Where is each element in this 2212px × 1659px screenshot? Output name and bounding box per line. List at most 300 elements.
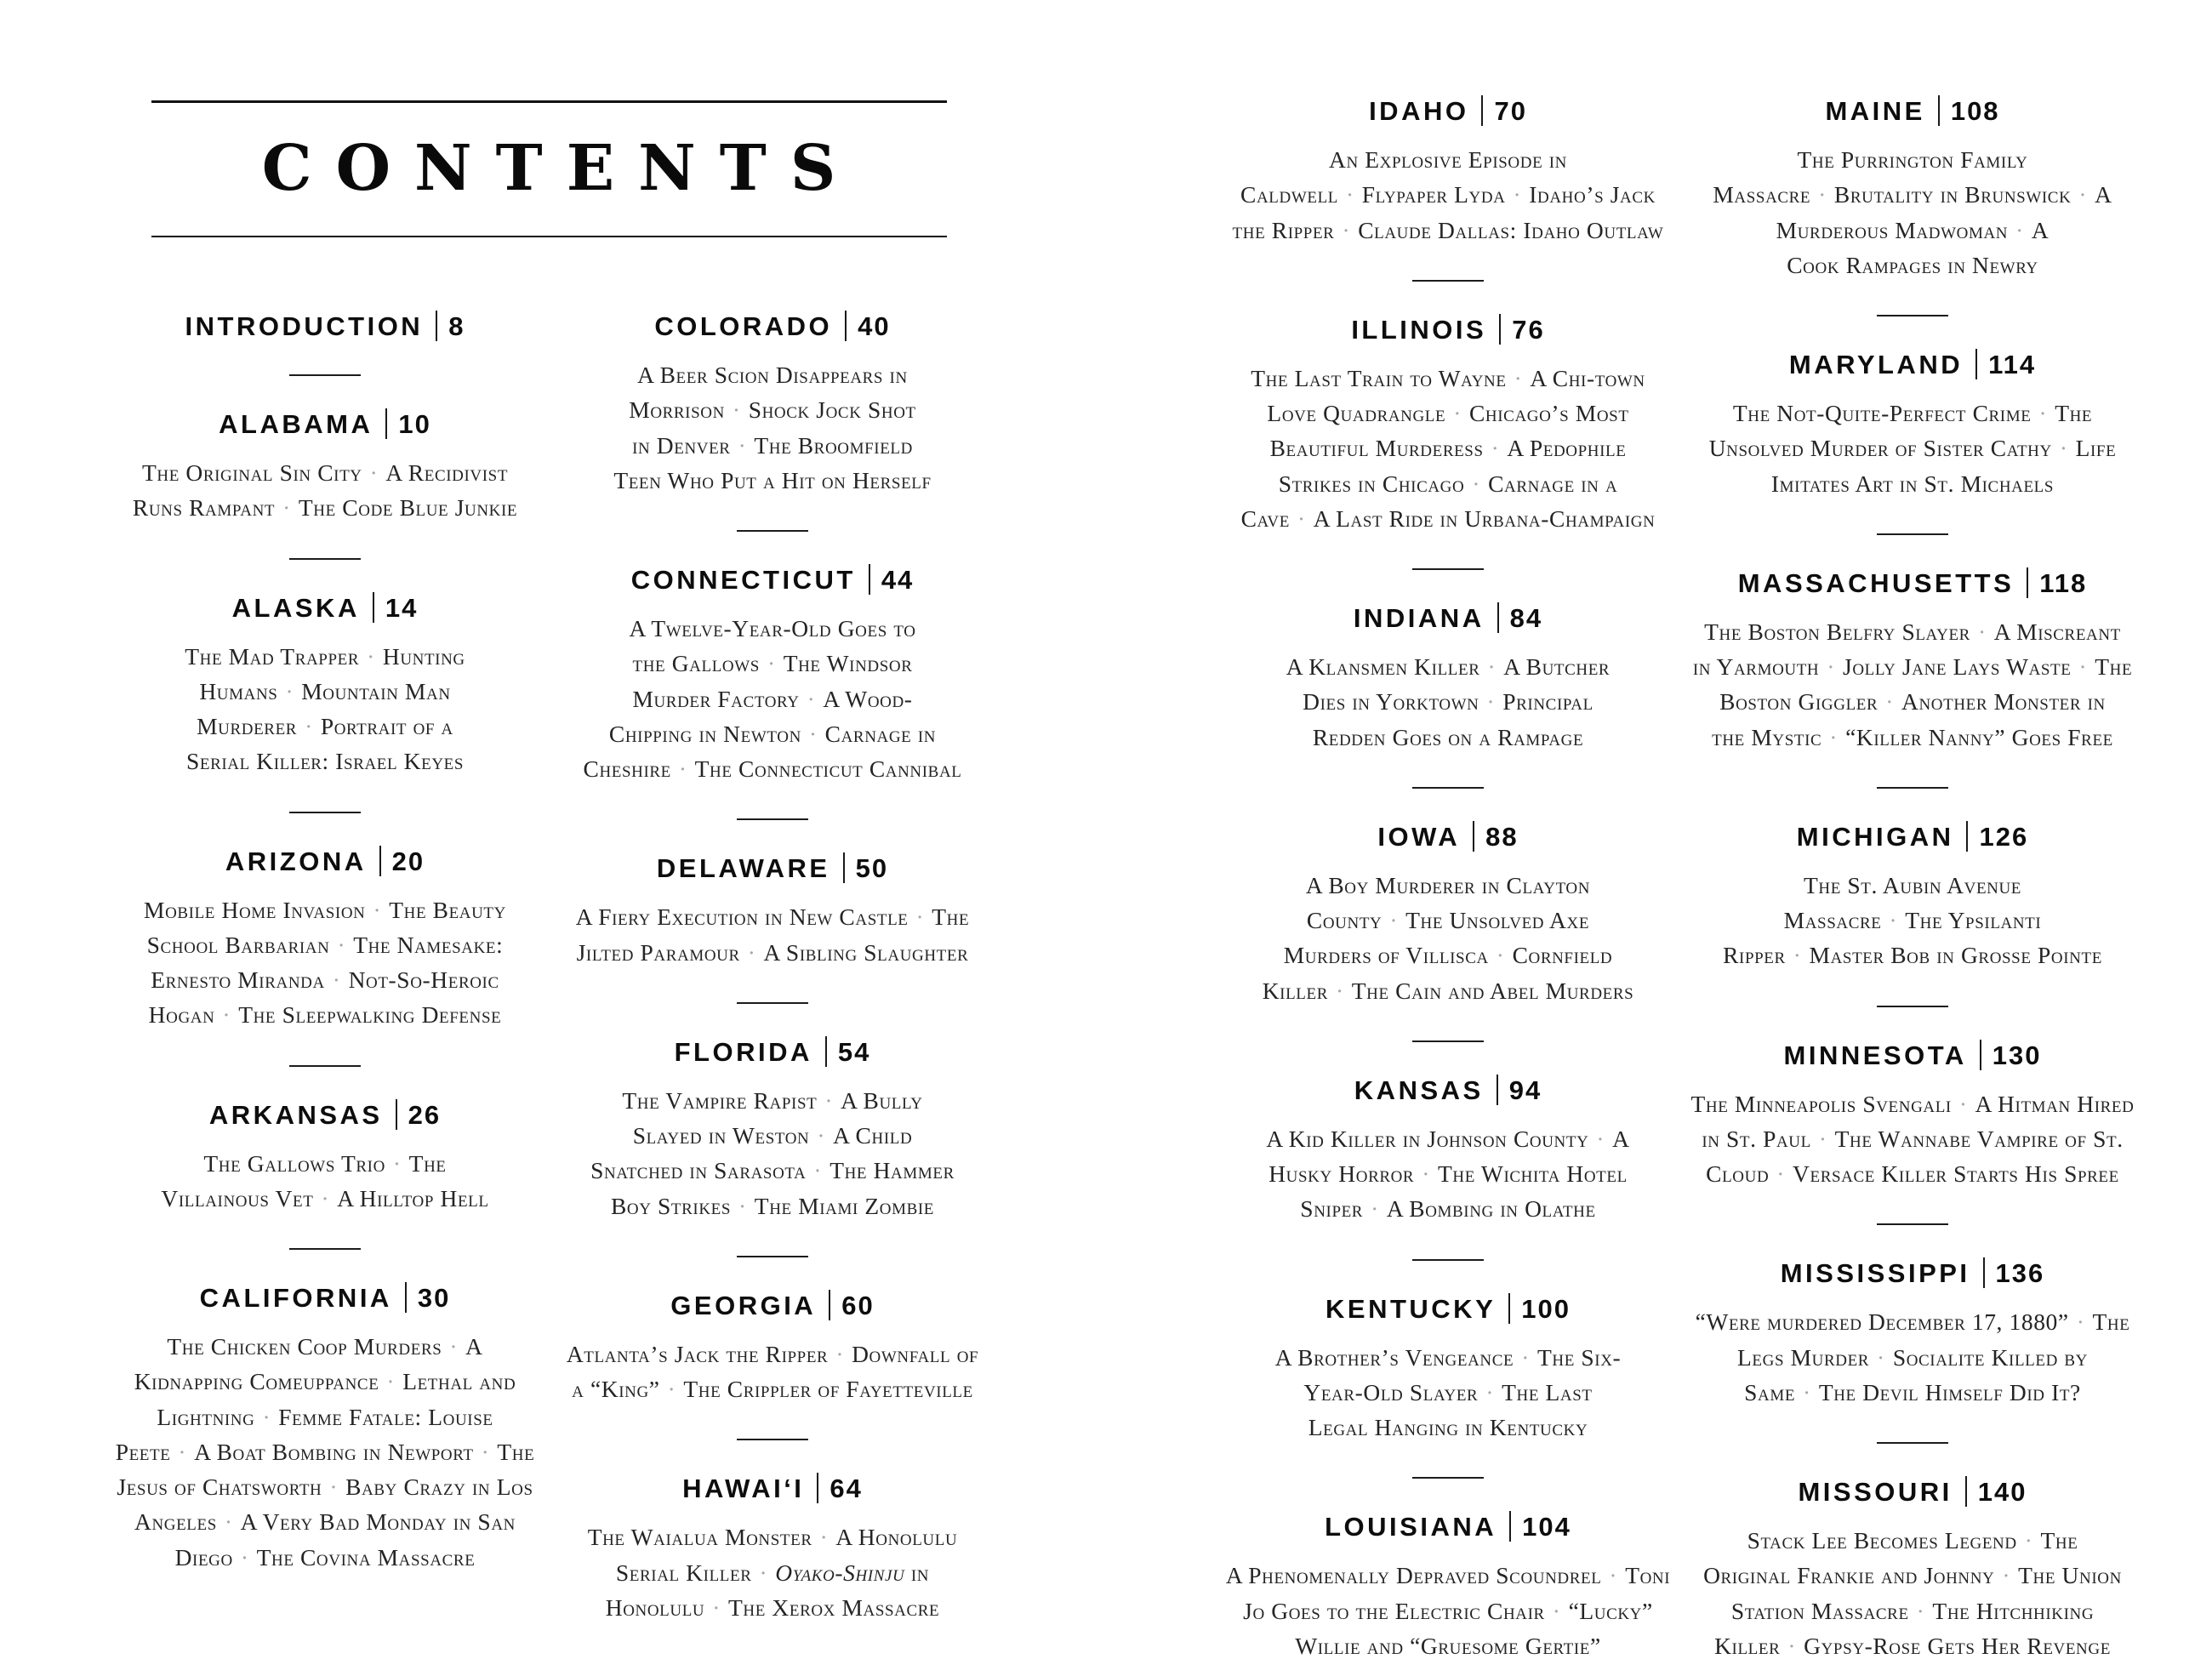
story-title: A Hilltop Hell: [337, 1184, 489, 1211]
item-separator: ·: [1487, 653, 1497, 680]
story-title: A Murderous Madwoman: [1776, 181, 2112, 243]
story-list: [1690, 396, 2135, 501]
state-name: ALASKA: [231, 592, 360, 623]
story-title: The Windsor Murder Factory: [632, 650, 913, 712]
section-heading: [1225, 95, 1671, 127]
heading-pipe: [373, 592, 374, 623]
state-name: ALABAMA: [219, 409, 373, 439]
section-divider: [1412, 280, 1484, 282]
story-title: The Connecticut Cannibal: [694, 755, 962, 782]
section-divider: [289, 1248, 361, 1250]
section-heading: [1690, 349, 2135, 380]
state-name: INDIANA: [1353, 603, 1485, 633]
story-title: Carnage in Cheshire: [583, 720, 937, 782]
story-title: A Honolulu Serial Killer: [615, 1524, 958, 1586]
story-title: Carnage in a Cave: [1240, 470, 1618, 532]
story-title: Idaho’s Jack the Ripper: [1232, 181, 1656, 243]
state-name: MAINE: [1825, 96, 1925, 126]
item-separator: ·: [262, 1403, 271, 1430]
section-heading: [111, 1282, 539, 1314]
story-title: The Purrington Family Massacre: [1713, 146, 2028, 208]
section-heading: [1690, 1257, 2135, 1289]
page-number: 76: [1512, 314, 1545, 345]
story-title: The Minneapolis Svengali: [1690, 1090, 1952, 1117]
item-separator: ·: [1803, 1378, 1811, 1405]
item-separator: ·: [1297, 505, 1306, 532]
state-name: MASSACHUSETTS: [1737, 567, 2015, 598]
story-title: “Lucky” Willie and “Gruesome Gertie”: [1295, 1597, 1653, 1659]
toc-entry: [558, 852, 987, 970]
toc-entry: [1690, 349, 2135, 501]
state-name: ARKANSAS: [208, 1099, 383, 1130]
item-separator: ·: [1485, 1378, 1495, 1405]
section-divider: [1412, 787, 1484, 789]
story-title: A Wood-Chipping in Newton: [608, 685, 913, 747]
item-separator: ·: [1422, 1160, 1430, 1187]
heading-pipe: [1499, 314, 1501, 345]
item-separator: ·: [808, 720, 818, 747]
title-rule-bottom: [151, 236, 947, 237]
page-number: 94: [1508, 1075, 1542, 1105]
heading-pipe: [1473, 821, 1474, 852]
item-separator: ·: [178, 1438, 187, 1465]
item-separator: ·: [1371, 1195, 1379, 1223]
item-separator: ·: [449, 1333, 459, 1360]
page-title: CONTENTS: [261, 132, 860, 205]
story-title: The Gallows Trio: [203, 1149, 385, 1177]
section-heading: [1690, 821, 2135, 852]
toc-entry: [558, 1290, 987, 1407]
page-number: 88: [1485, 821, 1519, 852]
item-separator: ·: [1793, 942, 1802, 969]
section-heading: [1225, 1511, 1671, 1542]
item-separator: ·: [2078, 181, 2088, 208]
item-separator: ·: [1486, 688, 1496, 715]
heading-pipe: [1508, 1293, 1510, 1324]
page-number: 10: [398, 409, 431, 439]
heading-pipe: [436, 311, 437, 341]
section-divider: [1877, 533, 1948, 535]
story-title: The Jilted Paramour: [576, 904, 970, 966]
page-number: 14: [385, 592, 419, 623]
heading-pipe: [385, 408, 387, 439]
story-list: [1690, 1523, 2135, 1659]
heading-pipe: [1966, 821, 1968, 852]
item-separator: ·: [367, 642, 375, 670]
story-list: [558, 1083, 987, 1223]
item-separator: ·: [2038, 400, 2048, 426]
item-separator: ·: [1596, 1125, 1605, 1152]
toc-entry: [1690, 1257, 2135, 1410]
item-separator: ·: [732, 396, 741, 424]
story-title: A Twelve-Year-Old Goes to the Gallows: [629, 615, 916, 677]
story-title: The Jesus of Chatsworth: [117, 1438, 535, 1500]
item-separator: ·: [1827, 653, 1836, 680]
story-title: Downfall of a “King”: [572, 1340, 979, 1402]
story-title: A Husky Horror: [1268, 1125, 1630, 1187]
story-list: [1690, 614, 2135, 755]
page-number: 70: [1494, 96, 1527, 126]
heading-pipe: [1983, 1257, 1985, 1288]
story-title: The Miami Zombie: [754, 1192, 935, 1219]
story-title: The Boston Belfry Slayer: [1704, 618, 1970, 645]
story-list: [111, 892, 539, 1033]
state-name: LOUISIANA: [1325, 1512, 1497, 1542]
page-number: 100: [1521, 1293, 1571, 1324]
page-number: 104: [1522, 1512, 1571, 1542]
item-separator: ·: [2015, 216, 2024, 243]
section-divider: [1412, 1477, 1484, 1479]
item-separator: ·: [1521, 1343, 1530, 1371]
state-name: IDAHO: [1369, 96, 1469, 126]
state-name: GEORGIA: [670, 1290, 817, 1320]
story-title: The Original Frankie and Johnny: [1703, 1527, 2078, 1589]
story-title: A Brother’s Vengeance: [1274, 1343, 1514, 1371]
story-title: A Kidnapping Comeuppance: [134, 1333, 483, 1395]
heading-pipe: [1975, 349, 1977, 379]
story-title: A Last Ride in Urbana-Champaign: [1313, 505, 1656, 532]
state-name: FLORIDA: [674, 1036, 812, 1067]
state-name: CONNECTICUT: [630, 565, 856, 595]
item-separator: ·: [2078, 653, 2088, 680]
story-title: Chicago’s Most Beautiful Murderess: [1269, 400, 1629, 462]
story-title: The Devil Himself Did It?: [1818, 1378, 2081, 1405]
item-separator: ·: [1776, 1160, 1786, 1187]
item-separator: ·: [1514, 364, 1523, 391]
page-number: 64: [830, 1474, 863, 1504]
story-title: The Last Legal Hanging in Kentucky: [1308, 1378, 1593, 1440]
section-heading: [1225, 1293, 1671, 1325]
story-title: The Code Blue Junkie: [298, 494, 518, 522]
section-divider: [1877, 1442, 1948, 1444]
story-title: Life Imitates Art in St. Michaels: [1770, 435, 2117, 497]
story-title: The Original Sin City: [141, 459, 362, 486]
toc-entry: [1225, 1293, 1671, 1445]
item-separator: ·: [481, 1438, 490, 1465]
item-separator: ·: [678, 755, 687, 782]
story-title: Atlanta’s Jack the Ripper: [566, 1340, 829, 1367]
story-list: [558, 611, 987, 786]
heading-pipe: [1980, 1040, 1981, 1070]
item-separator: ·: [329, 1474, 339, 1500]
item-separator: ·: [2024, 1527, 2033, 1554]
item-separator: ·: [369, 459, 379, 486]
section-divider: [1877, 1223, 1948, 1225]
item-separator: ·: [386, 1368, 396, 1395]
page-number: 30: [417, 1283, 451, 1313]
story-title: Master Bob in Grosse Pointe: [1809, 942, 2102, 969]
section-divider: [1412, 1040, 1484, 1042]
section-heading: [1225, 314, 1671, 345]
heading-pipe: [1938, 95, 1940, 126]
section-divider: [1877, 315, 1948, 316]
item-separator: ·: [1889, 907, 1898, 933]
toc-entry: [1225, 821, 1671, 1008]
page-number: 50: [855, 853, 889, 884]
column-4: [1690, 95, 2135, 1659]
story-title: The Unsolved Axe Murders of Villisca: [1283, 907, 1590, 969]
state-name: CALIFORNIA: [199, 1283, 392, 1313]
section-heading: [1225, 602, 1671, 634]
story-title: The Boston Giggler: [1719, 653, 2133, 715]
item-separator: ·: [1389, 907, 1399, 933]
toc-entry: [1690, 567, 2135, 755]
story-title: Mobile Home Invasion: [144, 896, 366, 923]
story-title: Portrait of a Serial Killer: Israel Keyes: [185, 713, 465, 775]
toc-entry: [1690, 1040, 2135, 1192]
page-number: 126: [1979, 821, 2029, 852]
section-divider: [1877, 1006, 1948, 1007]
right-page: [1106, 0, 2212, 1659]
state-name: DELAWARE: [656, 853, 830, 884]
state-name: MISSOURI: [1798, 1477, 1953, 1507]
story-title: The Beauty School Barbarian: [146, 896, 506, 958]
story-title: The Unsolved Murder of Sister Cathy: [1708, 400, 2093, 462]
story-list: [558, 1337, 987, 1407]
item-separator: ·: [1877, 1343, 1885, 1371]
item-separator: ·: [1472, 470, 1481, 497]
toc-entry: [1690, 95, 2135, 282]
story-title: A Beer Scion Disappears in Morrison: [629, 362, 908, 424]
section-heading: [1690, 567, 2135, 599]
story-title: The Covina Massacre: [256, 1543, 476, 1571]
story-title: Not-So-Heroic Hogan: [148, 966, 499, 1029]
story-title: A Miscreant in Yarmouth: [1692, 618, 2121, 680]
item-separator: ·: [2076, 1308, 2085, 1336]
page-number: 8: [448, 311, 465, 341]
heading-pipe: [845, 311, 847, 341]
story-title: Socialite Killed by Same: [1744, 1343, 2088, 1405]
heading-pipe: [817, 1473, 818, 1503]
story-title: Versace Killer Starts His Spree: [1793, 1160, 2119, 1187]
item-separator: ·: [915, 904, 925, 931]
story-title: The Mad Trapper: [185, 642, 360, 670]
item-separator: ·: [813, 1157, 823, 1184]
state-name: MICHIGAN: [1796, 821, 1954, 852]
section-divider: [289, 558, 361, 560]
section-divider: [737, 1256, 808, 1257]
story-title: The Ypsilanti Ripper: [1723, 907, 2042, 969]
section-heading: [558, 852, 987, 884]
item-separator: ·: [759, 1559, 768, 1586]
item-separator: ·: [285, 677, 294, 704]
story-title: Principal Redden Goes on a Rampage: [1312, 688, 1593, 750]
item-separator: ·: [1818, 1125, 1827, 1152]
state-name: ILLINOIS: [1351, 314, 1487, 345]
heading-pipe: [829, 1290, 830, 1320]
state-name: COLORADO: [654, 311, 833, 341]
page-number: 26: [408, 1099, 442, 1130]
item-separator: ·: [1552, 1597, 1561, 1624]
item-separator: ·: [1513, 181, 1522, 208]
toc-entry: [1225, 1511, 1671, 1659]
item-separator: ·: [240, 1543, 249, 1571]
story-title: A Klansmen Killer: [1286, 653, 1480, 680]
column-1: [111, 311, 539, 1625]
page-number: 140: [1977, 1477, 2027, 1507]
section-heading: [1690, 1476, 2135, 1508]
story-title: Baby Crazy in Los Angeles: [134, 1474, 533, 1536]
item-separator: ·: [1335, 977, 1344, 1004]
story-title: A Recidivist Runs Rampant: [132, 459, 509, 522]
section-heading: [111, 311, 539, 342]
story-title: The Union Station Massacre: [1730, 1562, 2122, 1624]
heading-pipe: [1965, 1476, 1967, 1507]
story-title: Jolly Jane Lays Waste: [1843, 653, 2072, 680]
story-title: Mountain Man Murderer: [197, 677, 451, 739]
story-title: The Villainous Vet: [161, 1149, 447, 1211]
section-divider: [737, 818, 808, 820]
section-heading: [1225, 821, 1671, 852]
story-title: “Killer Nanny” Goes Free: [1845, 723, 2113, 750]
story-title: Another Monster in the Mystic: [1712, 688, 2106, 750]
story-list: [1225, 142, 1671, 248]
left-columns: [111, 311, 987, 1625]
item-separator: ·: [2002, 1562, 2011, 1589]
story-title: The Broomfield Teen Who Put a Hit on Herself: [613, 431, 932, 493]
page-number: 84: [1509, 603, 1543, 633]
story-title: A Bully Slayed in Weston: [632, 1086, 923, 1149]
story-title: Lethal and Lightning: [157, 1368, 516, 1430]
story-title: Cornfield Killer: [1262, 942, 1613, 1004]
section-heading: [111, 846, 539, 877]
story-list: [1690, 1086, 2135, 1192]
item-separator: ·: [738, 1192, 747, 1219]
page-number: 40: [858, 311, 891, 341]
story-title: The Hammer Boy Strikes: [610, 1157, 955, 1219]
title-rule-top: [151, 100, 947, 103]
toc-entry: [558, 564, 987, 786]
toc-entry: [558, 1036, 987, 1223]
item-separator: ·: [1818, 181, 1827, 208]
section-heading: [111, 408, 539, 440]
item-separator: ·: [819, 1524, 829, 1551]
story-title: Gypsy-Rose Gets Her Revenge: [1804, 1632, 2111, 1659]
state-name: MINNESOTA: [1783, 1040, 1967, 1070]
section-heading: [558, 311, 987, 342]
heading-pipe: [1497, 1075, 1498, 1105]
state-name: MARYLAND: [1788, 350, 1964, 379]
title-block: [151, 100, 947, 237]
page-number: 114: [1988, 350, 2037, 379]
story-title: Hunting Humans: [199, 642, 465, 704]
item-separator: ·: [738, 431, 747, 459]
section-heading: [558, 1036, 987, 1068]
page-number: 136: [1995, 1258, 2045, 1289]
state-name: KENTUCKY: [1325, 1293, 1497, 1324]
story-title: Shock Jock Shot in Denver: [632, 396, 916, 459]
item-separator: ·: [712, 1593, 721, 1621]
toc-entry: [1225, 314, 1671, 536]
item-separator: ·: [1491, 435, 1500, 462]
section-heading: [1690, 95, 2135, 127]
page-number: 44: [881, 565, 915, 595]
state-name: IOWA: [1377, 821, 1461, 852]
toc-entry: [111, 1099, 539, 1217]
story-title: Brutality in Brunswick: [1833, 181, 2072, 208]
story-title: The Vampire Rapist: [622, 1086, 818, 1114]
story-title: Claude Dallas: Idaho Outlaw: [1358, 216, 1664, 243]
state-name: INTRODUCTION: [185, 311, 424, 341]
item-separator: ·: [835, 1340, 845, 1367]
story-title: Flypaper Lyda: [1361, 181, 1506, 208]
story-title: “Were murdered December 17, 1880”: [1695, 1308, 2069, 1336]
item-separator: ·: [767, 650, 776, 677]
section-heading: [111, 592, 539, 624]
story-title: The Hitchhiking Killer: [1714, 1597, 2095, 1659]
section-divider: [737, 530, 808, 532]
toc-entry: [111, 1282, 539, 1575]
story-list: [558, 899, 987, 970]
story-title: Toni Jo Goes to the Electric Chair: [1243, 1562, 1671, 1624]
story-title: The Legs Murder: [1737, 1308, 2130, 1371]
toc-entry: [111, 592, 539, 779]
item-separator: ·: [1787, 1632, 1797, 1659]
section-heading: [558, 564, 987, 596]
heading-pipe: [1481, 95, 1483, 126]
section-divider: [1877, 787, 1948, 789]
story-list: [111, 639, 539, 779]
heading-pipe: [2027, 567, 2028, 598]
item-separator: ·: [667, 1376, 676, 1402]
item-separator: ·: [222, 1001, 231, 1029]
section-divider: [1412, 1259, 1484, 1261]
item-separator: ·: [1342, 216, 1351, 243]
heading-pipe: [405, 1282, 407, 1313]
heading-pipe: [843, 852, 845, 883]
item-separator: ·: [807, 685, 816, 712]
page-number: 130: [1992, 1040, 2042, 1070]
story-title: Femme Fatale: Louise Peete: [115, 1403, 493, 1465]
story-title: A Boat Bombing in Newport: [194, 1438, 474, 1465]
story-list: [1690, 868, 2135, 973]
item-separator: ·: [1977, 618, 1987, 645]
story-title: The Six-Year-Old Slayer: [1303, 1343, 1622, 1405]
section-heading: [558, 1473, 987, 1504]
toc-entry: [1690, 821, 2135, 973]
section-divider: [737, 1439, 808, 1440]
item-separator: ·: [282, 494, 291, 522]
item-separator: ·: [332, 966, 341, 993]
story-list: [111, 1329, 539, 1575]
story-title: The Not-Quite-Perfect Crime: [1732, 400, 2032, 426]
story-title: The Namesake: Ernesto Miranda: [151, 931, 504, 993]
section-divider: [289, 812, 361, 813]
story-title: A Cook Rampages in Newry: [1787, 216, 2050, 278]
story-list: [1225, 1558, 1671, 1659]
story-title: Stack Lee Becomes Legend: [1747, 1527, 2017, 1554]
item-separator: ·: [373, 896, 382, 923]
heading-pipe: [379, 846, 381, 876]
story-title: Oyako-Shinju in Honolulu: [605, 1559, 930, 1621]
section-divider: [289, 1065, 361, 1067]
story-title: The Chicken Coop Murders: [167, 1333, 442, 1360]
state-name: MISSISSIPPI: [1780, 1258, 1970, 1289]
item-separator: ·: [1496, 942, 1505, 969]
heading-pipe: [396, 1099, 397, 1130]
story-title: An Explosive Episode in Caldwell: [1240, 146, 1567, 208]
item-separator: ·: [817, 1122, 826, 1149]
item-separator: ·: [321, 1184, 330, 1211]
story-title: The Last Train to Wayne: [1251, 364, 1507, 391]
story-list: [1690, 1304, 2135, 1410]
section-heading: [111, 1099, 539, 1131]
heading-pipe: [1509, 1511, 1511, 1542]
page-number: 118: [2039, 567, 2088, 598]
story-list: [1225, 868, 1671, 1008]
section-divider: [737, 1002, 808, 1004]
story-title: A Butcher Dies in Yorktown: [1303, 653, 1611, 715]
